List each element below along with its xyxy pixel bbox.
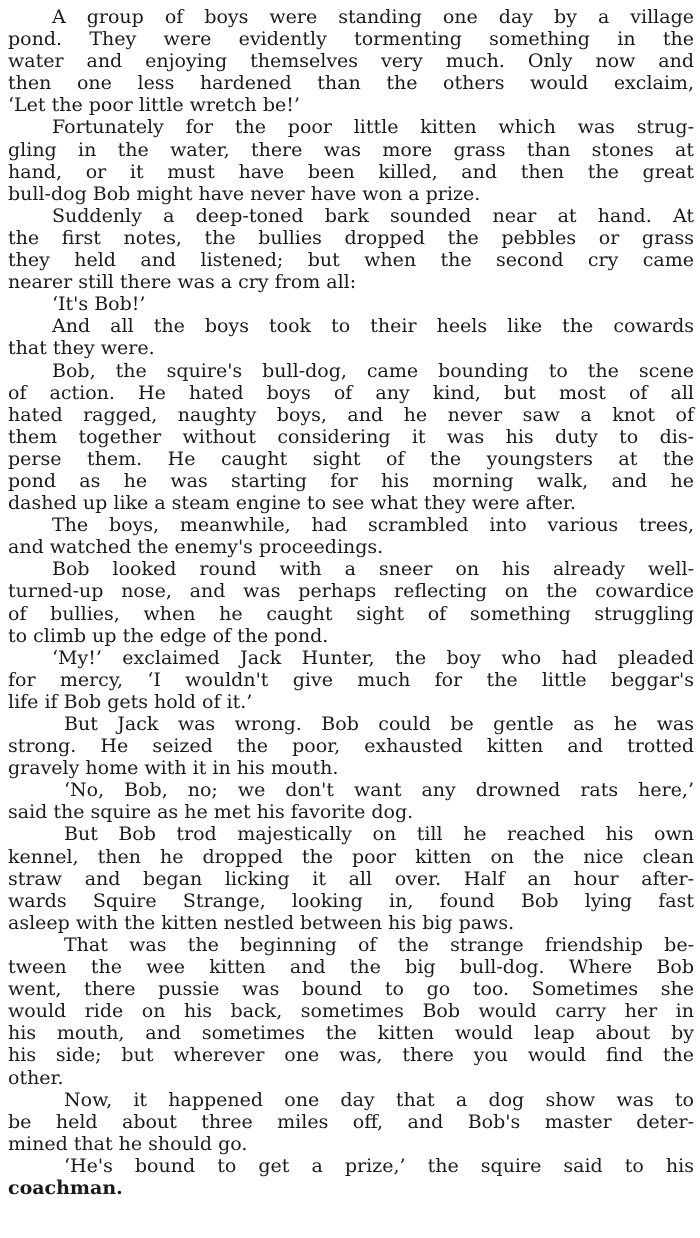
text-line: And all the boys took to their heels like the cowards: [52, 315, 694, 338]
story-paragraph: [8, 779, 694, 823]
text-line: said the squire as he met his favorite dog.: [8, 801, 414, 824]
text-line: Bob, the squire's bull-dog, came bounding to the scene: [52, 359, 694, 382]
text-line: Fortunately for the poor little kitten which was strug-: [52, 116, 694, 139]
text-line: mined that he should go.: [8, 1132, 248, 1155]
text-line: them together without considering it was his duty to dis-: [8, 425, 694, 448]
story-page: [8, 6, 694, 1199]
text-line: coachman.: [8, 1176, 123, 1199]
text-line: water and enjoying themselves very much. Only now and: [8, 50, 694, 73]
story-paragraph: [8, 934, 694, 1089]
text-line: The boys, meanwhile, had scrambled into various trees,: [52, 514, 694, 537]
text-line: dashed up like a steam engine to see what they were after.: [8, 492, 576, 515]
text-line: then one less hardened than the others would exclaim,: [8, 72, 694, 95]
story-paragraph: [8, 713, 694, 779]
text-line: A group of boys were standing one day by a village: [52, 6, 694, 28]
text-line: turned-up nose, and was perhaps reflecting on the cowardice: [8, 580, 694, 603]
text-line: his side; but wherever one was, there you would find the: [8, 1044, 694, 1067]
text-line: of bullies, when he caught sight of something struggling: [8, 602, 694, 625]
story-paragraph: [8, 116, 694, 204]
text-line: that they were.: [8, 337, 155, 360]
text-line: That was the beginning of the strange friendship be-: [64, 933, 694, 956]
text-line: and watched the enemy's proceedings.: [8, 536, 384, 559]
text-line: ‘Let the poor little wretch be!’: [8, 94, 300, 117]
story-paragraph: [8, 360, 694, 515]
text-line: the first notes, the bullies dropped the pebbles or grass: [8, 226, 694, 249]
text-line: ‘My!’ exclaimed Jack Hunter, the boy who had pleaded: [52, 646, 694, 669]
text-line: pond. They were evidently tormenting something in the: [8, 28, 694, 51]
story-paragraph: [8, 558, 694, 646]
text-line: pond as he was starting for his morning walk, and he: [8, 469, 694, 492]
story-paragraph: [8, 1089, 694, 1155]
story-paragraph: [8, 647, 694, 713]
text-line: asleep with the kitten nestled between his big paws.: [8, 911, 515, 934]
story-paragraph: [8, 293, 694, 315]
text-line: strong. He seized the poor, exhausted kitten and trotted: [8, 735, 694, 758]
text-line: his mouth, and sometimes the kitten would leap about by: [8, 1022, 694, 1045]
text-line: kennel, then he dropped the poor kitten on the nice clean: [8, 845, 694, 868]
text-line: wards Squire Strange, looking in, found Bob lying fast: [8, 889, 694, 912]
text-line: they held and listened; but when the second cry came: [8, 249, 694, 272]
text-line: hated ragged, naughty boys, and he never saw a knot of: [8, 403, 694, 426]
text-line: Suddenly a deep-toned bark sounded near at hand. At: [52, 204, 694, 227]
story-paragraph: [8, 6, 694, 116]
story-paragraph: [8, 1155, 694, 1199]
text-line: would ride on his back, sometimes Bob would carry her in: [8, 1000, 694, 1023]
text-line: ‘He's bound to get a prize,’ the squire said to his: [64, 1154, 694, 1177]
story-paragraph: [8, 315, 694, 359]
text-line: ‘No, Bob, no; we don't want any drowned rats here,’: [64, 779, 694, 802]
text-line: life if Bob gets hold of it.’: [8, 690, 253, 713]
story-paragraph: [8, 823, 694, 933]
text-line: gravely home with it in his mouth.: [8, 757, 339, 780]
text-line: Bob looked round with a sneer on his already well-: [52, 558, 694, 581]
text-line: gling in the water, there was more grass than stones at: [8, 138, 694, 161]
text-line: of action. He hated boys of any kind, but most of all: [8, 381, 694, 404]
text-line: for mercy, ‘I wouldn't give much for the little beggar's: [8, 668, 694, 691]
story-paragraph: [8, 205, 694, 293]
text-line: nearer still there was a cry from all:: [8, 271, 357, 294]
story-paragraph: [8, 514, 694, 558]
text-line: bull-dog Bob might have never have won a prize.: [8, 182, 481, 205]
text-line: tween the wee kitten and the big bull-dog. Where Bob: [8, 956, 694, 979]
text-line: perse them. He caught sight of the youngsters at the: [8, 447, 694, 470]
text-line: Now, it happened one day that a dog show was to: [64, 1088, 694, 1111]
text-line: other.: [8, 1066, 64, 1089]
text-line: straw and began licking it all over. Half an hour after-: [8, 867, 694, 890]
text-line: be held about three miles off, and Bob's master deter-: [8, 1110, 694, 1133]
text-line: to climb up the edge of the pond.: [8, 624, 329, 647]
text-line: But Jack was wrong. Bob could be gentle as he was: [64, 713, 694, 735]
text-line: hand, or it must have been killed, and then the great: [8, 160, 694, 183]
text-line: But Bob trod majestically on till he reached his own: [64, 823, 694, 846]
text-line: ‘It's Bob!’: [52, 293, 146, 316]
text-line: went, there pussie was bound to go too. Sometimes she: [8, 978, 694, 1001]
